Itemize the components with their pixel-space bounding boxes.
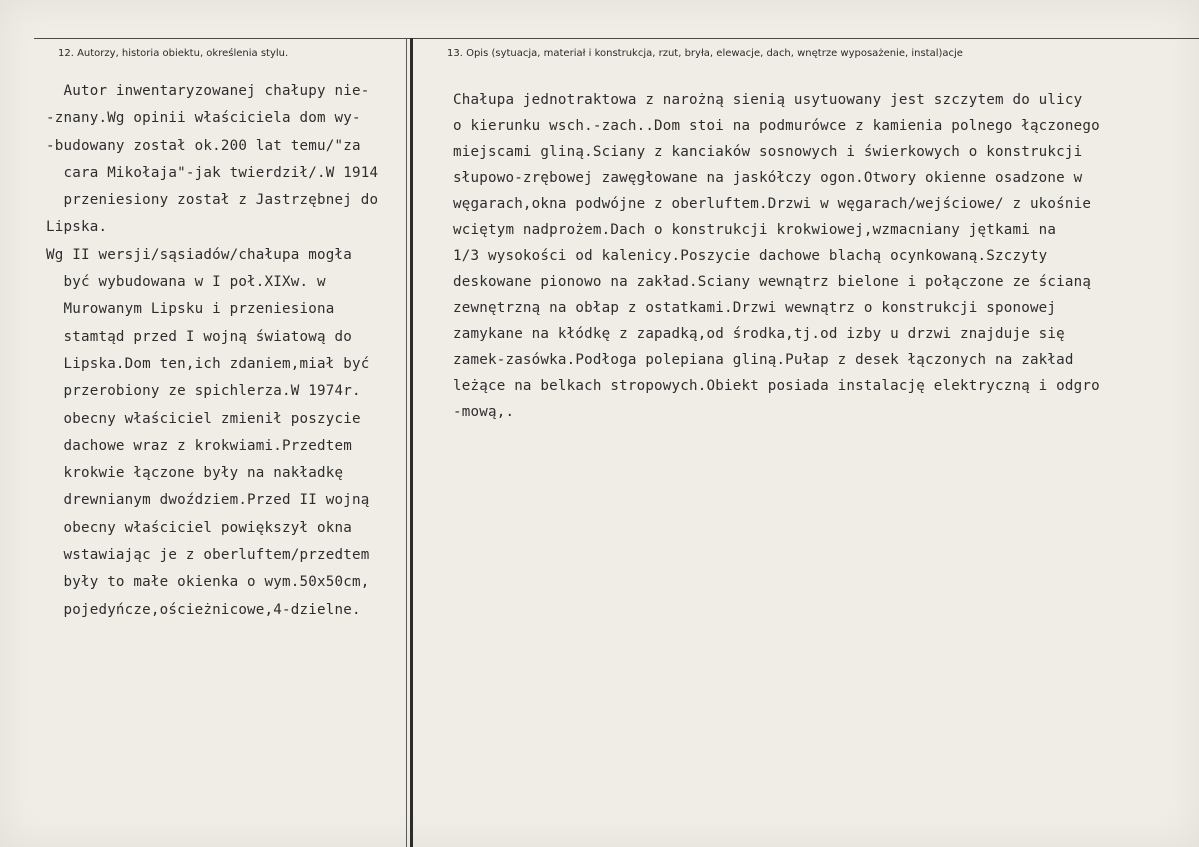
text-line: krokwie łączone były na nakładkę: [46, 465, 344, 482]
text-line: wstawiając je z oberluftem/przedtem: [46, 547, 370, 564]
text-line: -znany.Wg opinii właściciela dom wy-: [46, 110, 361, 127]
section-13-text: [453, 87, 1193, 425]
text-line: obecny właściciel powiększył okna: [46, 519, 352, 536]
text-line: były to małe okienka o wym.50x50cm,: [46, 574, 370, 591]
text-line: zewnętrzną na obłap z ostatkami.Drzwi wewnątrz o konstrukcji sponowej: [453, 300, 1057, 316]
text-line: Lipska.: [46, 219, 108, 236]
column-divider: [410, 38, 413, 847]
text-line: leżące na belkach stropowych.Obiekt posiada instalację elektryczną i odgro: [453, 378, 1100, 394]
column-divider-thin: [406, 38, 407, 847]
text-line: być wybudowana w I poł.XIXw. w: [46, 274, 326, 291]
text-line: zamykane na kłódkę z zapadką,od środka,tj.od izby u drzwi znajduje się: [453, 326, 1065, 342]
section-12-heading: 12. Autorzy, historia obiektu, określenia stylu.: [58, 48, 289, 59]
text-line: Lipska.Dom ten,ich zdaniem,miał być: [46, 355, 370, 372]
section-12-text: [46, 78, 406, 624]
text-line: miejscami gliną.Sciany z kanciaków sosnowych i świerkowych o konstrukcji: [453, 144, 1083, 160]
text-line: obecny właściciel zmienił poszycie: [46, 410, 361, 427]
text-line: Autor inwentaryzowanej chałupy nie-: [46, 83, 370, 99]
section-13-heading: 13. Opis (sytuacja, materiał i konstrukcja, rzut, bryła, elewacje, dach, wnętrze wyposażenie, instal)acje: [447, 48, 963, 59]
text-line: zamek-zasówka.Podłoga polepiana gliną.Pułap z desek łączonych na zakład: [453, 352, 1074, 368]
text-line: 1/3 wysokości od kalenicy.Poszycie dachowe blachą ocynkowaną.Szczyty: [453, 248, 1048, 264]
text-line: deskowane pionowo na zakład.Sciany wewnątrz bielone i połączone ze ścianą: [453, 274, 1092, 290]
text-line: przerobiony ze spichlerza.W 1974r.: [46, 383, 361, 400]
text-line: węgarach,okna podwójne z oberluftem.Drzwi w węgarach/wejściowe/ z ukośnie: [453, 196, 1092, 212]
text-line: o kierunku wsch.-zach..Dom stoi na podmurówce z kamienia polnego łączonego: [453, 118, 1100, 134]
text-line: pojedyńcze,ościeżnicowe,4-dzielne.: [46, 601, 361, 618]
text-line: przeniesiony został z Jastrzębnej do: [46, 192, 379, 209]
text-line: słupowo-zrębowej zawęgłowane na jaskółczy ogon.Otwory okienne osadzone w: [453, 170, 1083, 186]
text-line: wciętym nadprożem.Dach o konstrukcji krokwiowej,wzmacniany jętkami na: [453, 222, 1057, 238]
text-line: cara Mikołaja"-jak twierdził/.W 1914: [46, 164, 379, 181]
text-line: dachowe wraz z krokwiami.Przedtem: [46, 437, 352, 454]
text-line: stamtąd przed I wojną światową do: [46, 328, 352, 345]
text-line: Murowanym Lipsku i przeniesiona: [46, 301, 335, 318]
text-line: drewnianym dwoździem.Przed II wojną: [46, 492, 370, 509]
header-divider: [34, 38, 1199, 39]
text-line: Chałupa jednotraktowa z narożną sienią usytuowany jest szczytem do ulicy: [453, 92, 1083, 108]
text-line: -budowany został ok.200 lat temu/"za: [46, 137, 361, 154]
text-line: -mową,.: [453, 404, 515, 420]
text-line: Wg II wersji/sąsiadów/chałupa mogła: [46, 246, 352, 263]
